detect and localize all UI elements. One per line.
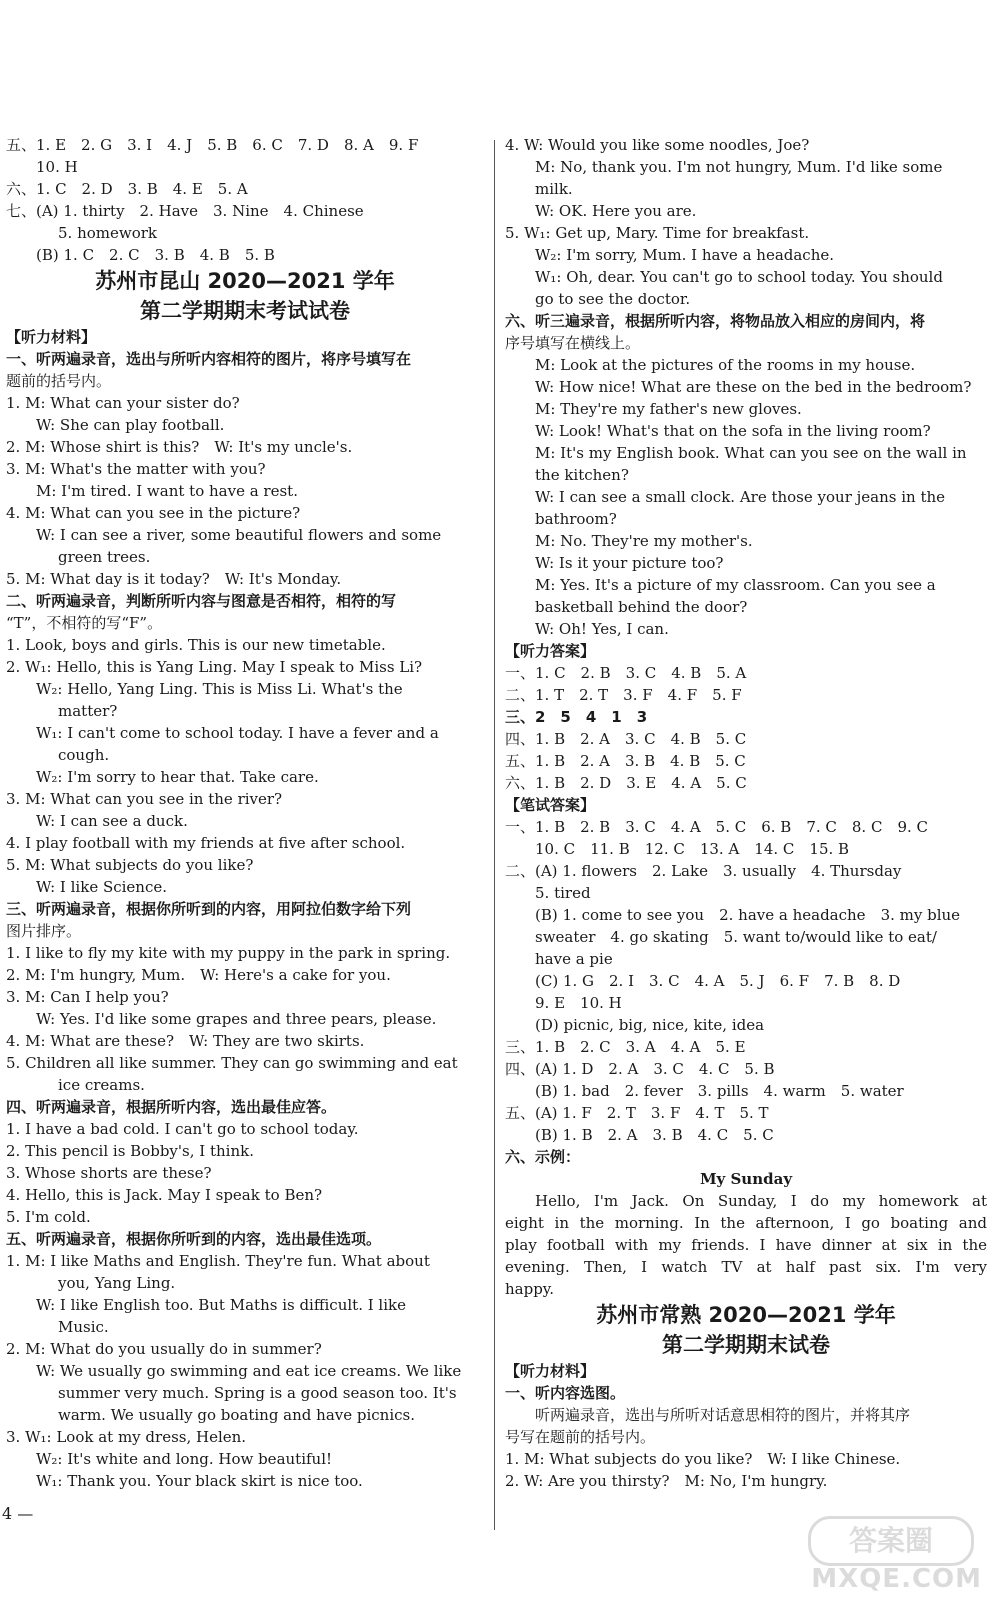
text-line: M: I'm tired. I want to have a rest. [36, 482, 298, 500]
answer-line: 五、1. E 2. G 3. I 4. J 5. B 6. C 7. D 8. A 9. F [6, 136, 419, 154]
text-line: 四、(A) 1. D 2. A 3. C 4. C 5. B [505, 1060, 775, 1078]
essay-line: Hello, I'm Jack. On Sunday, I do my homework at [535, 1192, 987, 1210]
text-line: 五、(A) 1. F 2. T 3. F 4. T 5. T [505, 1104, 769, 1122]
text-line: (B) 1. bad 2. fever 3. pills 4. warm 5. water [535, 1082, 904, 1100]
text-line: (C) 1. G 2. I 3. C 4. A 5. J 6. F 7. B 8. D [535, 972, 901, 990]
text-line: 5. M: What subjects do you like? [6, 856, 254, 874]
text-line: have a pie [535, 950, 613, 968]
exam-title: 第二学期期末考试试卷 [140, 299, 350, 323]
text-line: you, Yang Ling. [58, 1274, 176, 1292]
text-line: 序号填写在横线上。 [505, 334, 641, 352]
text-line: warm. We usually go boating and have picnics. [58, 1406, 416, 1424]
text-line: 号写在题前的括号内。 [505, 1428, 656, 1446]
text-line: 四、听两遍录音，根据所听内容，选出最佳应答。 [6, 1098, 337, 1116]
text-line: 二、听两遍录音，判断所听内容与图意是否相符，相符的写 [6, 592, 397, 610]
text-line: 5. W₁: Get up, Mary. Time for breakfast. [505, 224, 810, 242]
text-line: Music. [58, 1318, 109, 1336]
text-line: W: We usually go swimming and eat ice creams. We like [36, 1362, 462, 1380]
text-line: 1. M: What subjects do you like? W: I like Chinese. [505, 1450, 901, 1468]
essay-title: My Sunday [699, 1170, 793, 1188]
text-line: bathroom? [535, 510, 617, 528]
answer-line: (B) 1. C 2. C 3. B 4. B 5. B [36, 246, 275, 264]
text-line: W₂: I'm sorry to hear that. Take care. [36, 768, 319, 786]
text-line: 六、听三遍录音，根据所听内容，将物品放入相应的房间内，将 [505, 312, 926, 330]
text-line: 【笔试答案】 [505, 796, 596, 814]
text-line: milk. [535, 180, 573, 198]
exam-title: 苏州市常熟 2020—2021 学年 [596, 1303, 896, 1327]
text-line: W₁: Thank you. Your black skirt is nice too. [36, 1472, 363, 1490]
text-line: (B) 1. B 2. A 3. B 4. C 5. C [535, 1126, 774, 1144]
text-line: 一、听两遍录音，选出与所听内容相符的图片，将序号填写在 [6, 350, 412, 368]
essay-line: play football with my friends. I have dinner at six in the [505, 1236, 987, 1254]
text-line: “T”，不相符的写“F”。 [6, 614, 163, 632]
text-line: 一、1. B 2. B 3. C 4. A 5. C 6. B 7. C 8. C 9. C [505, 818, 929, 836]
text-line: W: How nice! What are these on the bed in the bedroom? [535, 378, 972, 396]
text-line: 2. M: I'm hungry, Mum. W: Here's a cake for you. [6, 966, 391, 984]
text-line: the kitchen? [535, 466, 629, 484]
text-line: 9. E 10. H [535, 994, 622, 1012]
text-line: 三、1. B 2. C 3. A 4. A 5. E [505, 1038, 746, 1056]
text-line: 【听力答案】 [505, 642, 596, 660]
text-line: W₂: I'm sorry, Mum. I have a headache. [535, 246, 835, 264]
text-line: 2. M: What do you usually do in summer? [6, 1340, 322, 1358]
answer-line: 七、(A) 1. thirty 2. Have 3. Nine 4. Chinese [6, 202, 364, 220]
text-line: 六、1. B 2. D 3. E 4. A 5. C [505, 774, 747, 792]
text-line: M: Look at the pictures of the rooms in my house. [535, 356, 916, 374]
text-line: 听两遍录音，选出与所听对话意思相符的图片，并将其序 [535, 1406, 911, 1424]
text-line: 五、1. B 2. A 3. B 4. B 5. C [505, 752, 746, 770]
text-line: 5. Children all like summer. They can go swimming and eat [6, 1054, 458, 1072]
text-line: 图片排序。 [6, 922, 82, 940]
text-line: W: I can see a small clock. Are those your jeans in the [535, 488, 946, 506]
text-line: M: No. They're my mother's. [535, 532, 753, 550]
essay-line: evening. Then, I watch TV at half past six. I'm very [505, 1258, 987, 1276]
text-line: W₂: Hello, Yang Ling. This is Miss Li. What's the [36, 680, 403, 698]
text-line: 【听力材料】 [505, 1362, 596, 1380]
text-line: 2. W₁: Hello, this is Yang Ling. May I speak to Miss Li? [6, 658, 423, 676]
essay-line: happy. [505, 1280, 555, 1298]
text-line: W: I like English too. But Maths is difficult. I like [36, 1296, 406, 1314]
text-line: 二、(A) 1. flowers 2. Lake 3. usually 4. Thursday [505, 862, 902, 880]
text-line: M: It's my English book. What can you see on the wall in [535, 444, 967, 462]
text-line: 4. W: Would you like some noodles, Joe? [505, 136, 810, 154]
text-line: W: I can see a duck. [36, 812, 188, 830]
text-line: go to see the doctor. [535, 290, 691, 308]
text-line: W: Look! What's that on the sofa in the living room? [535, 422, 931, 440]
text-line: W₁: Oh, dear. You can't go to school today. You should [535, 268, 943, 286]
text-line: W₁: I can't come to school today. I have a fever and a [36, 724, 439, 742]
right-column [505, 134, 987, 1492]
text-line: ice creams. [58, 1076, 145, 1094]
text-line: summer very much. Spring is a good season too. It's [58, 1384, 457, 1402]
text-line: 三、2 5 4 1 3 [505, 708, 648, 726]
text-line: 3. Whose shorts are these? [6, 1164, 212, 1182]
text-line: 4. Hello, this is Jack. May I speak to Ben? [6, 1186, 323, 1204]
text-line: W: OK. Here you are. [535, 202, 697, 220]
watermark-logo [790, 1512, 990, 1596]
text-line: 四、1. B 2. A 3. C 4. B 5. C [505, 730, 747, 748]
text-line: 1. Look, boys and girls. This is our new timetable. [6, 636, 386, 654]
text-line: 5. M: What day is it today? W: It's Monday. [6, 570, 342, 588]
text-line: 4. M: What are these? W: They are two skirts. [6, 1032, 365, 1050]
text-line: M: No, thank you. I'm not hungry, Mum. I'd like some [535, 158, 943, 176]
answer-line: 10. H [36, 158, 78, 176]
page-number: 4 — [2, 1504, 34, 1523]
text-line: 3. M: Can I help you? [6, 988, 169, 1006]
text-line: 五、听两遍录音，根据你所听到的内容，选出最佳选项。 [6, 1230, 382, 1248]
exam-title: 苏州市昆山 2020—2021 学年 [95, 269, 395, 293]
text-line: W: Oh! Yes, I can. [535, 620, 669, 638]
exam-title: 第二学期期末试卷 [662, 1333, 830, 1357]
text-line: cough. [58, 746, 110, 764]
text-line: 4. M: What can you see in the picture? [6, 504, 301, 522]
text-line: W₂: It's white and long. How beautiful! [36, 1450, 333, 1468]
answer-line: 六、1. C 2. D 3. B 4. E 5. A [6, 180, 248, 198]
text-line: 3. M: What can you see in the river? [6, 790, 283, 808]
text-line: 2. W: Are you thirsty? M: No, I'm hungry. [505, 1472, 828, 1490]
text-line: 3. W₁: Look at my dress, Helen. [6, 1428, 247, 1446]
column-divider [494, 140, 495, 1530]
answer-line: 5. homework [58, 224, 158, 242]
text-line: W: Yes. I'd like some grapes and three pears, please. [36, 1010, 437, 1028]
text-line: basketball behind the door? [535, 598, 748, 616]
text-line: M: They're my father's new gloves. [535, 400, 802, 418]
text-line: matter? [58, 702, 118, 720]
text-line: 【听力材料】 [6, 328, 97, 346]
text-line: 10. C 11. B 12. C 13. A 14. C 15. B [535, 840, 850, 858]
text-line: 2. This pencil is Bobby's, I think. [6, 1142, 254, 1160]
text-line: 1. I like to fly my kite with my puppy in the park in spring. [6, 944, 451, 962]
text-line: 1. I have a bad cold. I can't go to school today. [6, 1120, 359, 1138]
text-line: 三、听两遍录音，根据你所听到的内容，用阿拉伯数字给下列 [6, 900, 412, 918]
text-line: green trees. [58, 548, 151, 566]
text-line: M: Yes. It's a picture of my classroom. Can you see a [535, 576, 936, 594]
text-line: 一、听内容选图。 [505, 1384, 626, 1402]
watermark-logo-mark: 答案圈 [808, 1516, 974, 1566]
text-line: 4. I play football with my friends at five after school. [6, 834, 406, 852]
left-column [6, 134, 484, 1492]
text-line: W: I can see a river, some beautiful flowers and some [36, 526, 442, 544]
text-line: 一、1. C 2. B 3. C 4. B 5. A [505, 664, 747, 682]
text-line: (D) picnic, big, nice, kite, idea [535, 1016, 765, 1034]
text-line: 六、示例： [505, 1148, 581, 1166]
text-line: 题前的括号内。 [6, 372, 112, 390]
text-line: 二、1. T 2. T 3. F 4. F 5. F [505, 686, 742, 704]
text-line: 5. tired [535, 884, 591, 902]
essay-line: eight in the morning. In the afternoon, I go boating and [505, 1214, 987, 1232]
text-line: sweater 4. go skating 5. want to/would like to eat/ [535, 928, 937, 946]
text-line: 2. M: Whose shirt is this? W: It's my uncle's. [6, 438, 353, 456]
text-line: W: I like Science. [36, 878, 168, 896]
text-line: W: Is it your picture too? [535, 554, 724, 572]
text-line: 5. I'm cold. [6, 1208, 91, 1226]
watermark-text: MXQE.COM [811, 1564, 982, 1594]
text-line: 1. M: I like Maths and English. They're fun. What about [6, 1252, 430, 1270]
text-line: 3. M: What's the matter with you? [6, 460, 266, 478]
text-line: 1. M: What can your sister do? [6, 394, 240, 412]
text-line: (B) 1. come to see you 2. have a headache 3. my blue [535, 906, 961, 924]
text-line: W: She can play football. [36, 416, 225, 434]
